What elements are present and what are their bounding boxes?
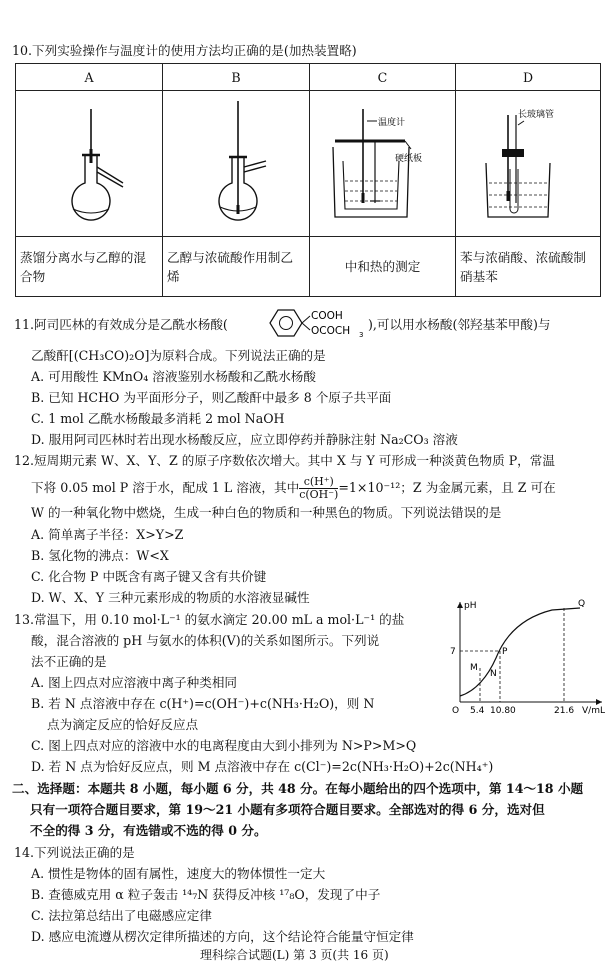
section2-line3: 不全的得 3 分，有选错或不选的得 0 分。: [30, 823, 267, 838]
q10-stem: 10.下列实验操作与温度计的使用方法均正确的是(加热装置略): [12, 43, 357, 58]
q11-option-d: D. 服用阿司匹林时若出现水杨酸反应，应立即停药并静脉注射 Na₂CO₃ 溶液: [31, 432, 458, 447]
graph-point-n: N: [490, 669, 497, 679]
label-thermometer: 温度计: [377, 118, 405, 128]
group-ococh3: OCOCH: [311, 325, 351, 337]
graph-y-label: pH: [464, 601, 477, 611]
q12-line2-b: =1×10⁻¹²；Z 为金属元素，且 Z 可在: [338, 480, 556, 495]
q14-option-b: B. 查德威克用 α 粒子轰击 ¹⁴₇N 获得反冲核 ¹⁷₈O，发现了中子: [31, 887, 381, 902]
apparatus-b-cell: [163, 91, 310, 237]
calorimeter-figure: [311, 91, 455, 231]
q13-option-c: C. 图上四点对应的溶液中水的电离程度由大到小排列为 N>P>M>Q: [31, 738, 417, 753]
nitrobenzene-setup-figure: [458, 91, 598, 231]
label-cardboard: 硬纸板: [394, 154, 422, 164]
ph-ratio-fraction: [299, 476, 338, 501]
graph-x-tick-5-4: 5.4: [470, 706, 485, 716]
header-d: D: [456, 64, 601, 91]
q12-line1: 12.短周期元素 W、X、Y、Z 的原子序数依次增大。其中 X 与 Y 可形成一种淡黄色物质 P，常温: [14, 453, 555, 468]
graph-x-label: V/mL: [582, 706, 605, 716]
q13-line2: 酸，混合溶液的 pH 与氨水的体积(V)的关系如图所示。下列说: [31, 633, 380, 648]
q11-stem-b: ),可以用水杨酸(邻羟基苯甲酸)与: [368, 317, 551, 332]
q12-line2-a: 下将 0.05 mol P 溶于水，配成 1 L 溶液，其中: [31, 480, 300, 495]
header-c: C: [310, 64, 456, 91]
apparatus-d-cell: [456, 91, 601, 237]
q12-option-c: C. 化合物 P 中既含有离子键又含有共价键: [31, 569, 267, 584]
distillation-flask-figure: [19, 91, 159, 231]
q11-stem-a: 11.阿司匹林的有效成分是乙酰水杨酸(: [14, 317, 228, 332]
acetylsalicylic-acid-structure: [260, 303, 380, 343]
group-ococh3-subscript: 3: [359, 331, 364, 339]
q14-stem: 14.下列说法正确的是: [14, 845, 135, 860]
label-long-tube: 长玻璃管: [518, 110, 555, 120]
header-b: B: [163, 64, 310, 91]
q10-apparatus-table: [15, 63, 601, 297]
caption-a: 蒸馏分离水与乙醇的混合物: [16, 237, 163, 297]
q14-option-d: D. 感应电流遵从楞次定律所描述的方向，这个结论符合能量守恒定律: [31, 929, 414, 944]
q14-option-c: C. 法拉第总结出了电磁感应定律: [31, 908, 212, 923]
q13-option-a: A. 图上四点对应溶液中离子种类相同: [31, 675, 238, 690]
q13-line1: 13.常温下，用 0.10 mol·L⁻¹ 的氨水滴定 20.00 mL a mol·L⁻¹ 的盐: [14, 612, 405, 627]
graph-point-q: Q: [578, 599, 586, 609]
graph-x-tick-10-80: 10.80: [490, 706, 516, 716]
page-footer: 理科综合试题(L) 第 3 页(共 16 页): [200, 948, 389, 962]
caption-b: 乙醇与浓硫酸作用制乙烯: [163, 237, 310, 297]
q12-line2: [31, 476, 556, 501]
graph-point-p: P: [502, 647, 508, 657]
section2-line1: 二、选择题：本题共 8 小题，每小题 6 分，共 48 分。在每小题给出的四个选项中，第 14～18 小题: [12, 781, 584, 796]
q12-option-a: A. 简单离子半径：X>Y>Z: [31, 527, 184, 542]
group-cooh: COOH: [311, 310, 343, 322]
caption-c: 中和热的测定: [310, 237, 456, 297]
ethylene-flask-figure: [166, 91, 306, 231]
graph-point-m: M: [470, 663, 478, 673]
frac-denominator: c(OH⁻): [299, 488, 339, 501]
q14-option-a: A. 惯性是物体的固有属性，速度大的物体惯性一定大: [31, 866, 326, 881]
q13-option-d: D. 若 N 点为恰好反应点，则 M 点溶液中存在 c(Cl⁻)=2c(NH₃·H₂O)+2c(NH₄⁺): [31, 759, 494, 774]
caption-d: 苯与浓硝酸、浓硫酸制硝基苯: [456, 237, 601, 297]
q12-option-b: B. 氢化物的沸点：W<X: [31, 548, 169, 563]
q11-option-c: C. 1 mol 乙酰水杨酸最多消耗 2 mol NaOH: [31, 411, 285, 426]
apparatus-c-cell: [310, 91, 456, 237]
q13-option-b: B. 若 N 点溶液中存在 c(H⁺)=c(OH⁻)+c(NH₃·H₂O)，则 N: [31, 696, 375, 711]
q13-line3: 法不正确的是: [31, 654, 107, 669]
titration-ph-graph: [440, 596, 610, 716]
graph-x-tick-21-6: 21.6: [554, 706, 575, 716]
graph-origin: O: [452, 706, 460, 716]
q12-line3: W 的一种氧化物中燃烧，生成一种白色的物质和一种黑色的物质。下列说法错误的是: [31, 505, 502, 520]
frac-numerator: c(H⁺): [299, 476, 338, 489]
q13-option-b-cont: 点为滴定反应的恰好反应点: [47, 717, 199, 732]
q12-option-d: D. W、X、Y 三种元素形成的物质的水溶液显碱性: [31, 590, 310, 605]
graph-y-tick-7: 7: [450, 647, 456, 657]
q11-option-b: B. 已知 HCHO 为平面形分子，则乙酸酐中最多 8 个原子共平面: [31, 390, 392, 405]
q11-option-a: A. 可用酸性 KMnO₄ 溶液鉴别水杨酸和乙酰水杨酸: [31, 369, 316, 384]
q11-stem-c: 乙酸酐[(CH₃CO)₂O]为原料合成。下列说法正确的是: [31, 348, 326, 363]
apparatus-a-cell: [16, 91, 163, 237]
header-a: A: [16, 64, 163, 91]
section2-line2: 只有一项符合题目要求，第 19～21 小题有多项符合题目要求。全部选对的得 6 分，选对但: [30, 802, 545, 817]
